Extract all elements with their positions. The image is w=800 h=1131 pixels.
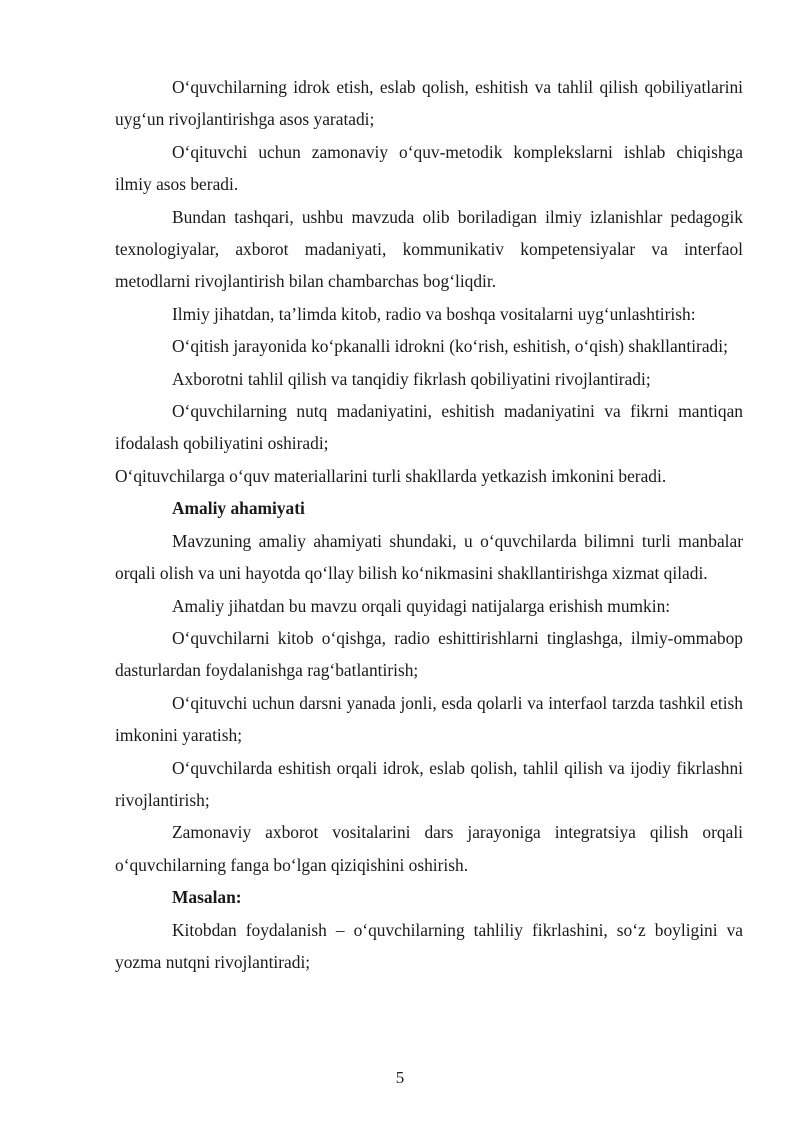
paragraph: Amaliy jihatdan bu mavzu orqali quyidagi natijalarga erishish mumkin: <box>172 595 671 616</box>
paragraph: Mavzuning amaliy ahamiyati shundaki, u o‘quvchilarda bilimni turli manbalar orqali olish va uni hayotda qo‘llay bilish ko‘nikmasini shakllantirishga xizmat qiladi. <box>115 530 743 584</box>
paragraph: O‘qitish jarayonida ko‘pkanalli idrokni (ko‘rish, eshitish, o‘qish) shakllantiradi; <box>172 336 728 357</box>
paragraph: Zamonaviy axborot vositalarini dars jarayoniga integratsiya qilish orqali o‘quvchilarning fanga bo‘lgan qiziqishini oshirish. <box>115 822 743 875</box>
paragraph: Kitobdan foydalanish – o‘quvchilarning tahliliy fikrlashini, so‘z boyligini va yozma nutqni rivojlantiradi; <box>115 919 743 972</box>
paragraph: Ilmiy jihatdan, ta’limda kitob, radio va boshqa vositalarni uyg‘unlashtirish: <box>172 303 696 324</box>
paragraph: O‘qituvchi uchun zamonaviy o‘quv-metodik komplekslarni ishlab chiqishga ilmiy asos beradi. <box>115 141 743 195</box>
paragraph: O‘quvchilarni kitob o‘qishga, radio eshittirishlarni tinglashga, ilmiy-ommabop dasturlardan foydalanishga rag‘batlantirish; <box>115 627 743 681</box>
section-heading: Amaliy ahamiyati <box>172 498 305 519</box>
paragraph: O‘quvchilarning nutq madaniyatini, eshitish madaniyatini va fikrni mantiqan ifodalash qobiliyatini oshiradi; <box>115 401 743 454</box>
paragraph: O‘qituvchilarga o‘quv materiallarini turli shakllarda yetkazish imkonini beradi. <box>115 465 667 486</box>
paragraph: O‘quvchilarda eshitish orqali idrok, eslab qolish, tahlil qilish va ijodiy fikrlashni rivojlantirish; <box>115 757 743 810</box>
paragraph: Bundan tashqari, ushbu mavzuda olib boriladigan ilmiy izlanishlar pedagogik texnologiyalar, axborot madaniyati, kommunikativ kompetensiyalar va interfaol metodlarni rivojlantirish bilan chambarchas bog‘liqdir. <box>115 206 743 292</box>
page-number: 5 <box>395 1068 405 1087</box>
paragraph: O‘quvchilarning idrok etish, eslab qolish, eshitish va tahlil qilish qobiliyatlarini uyg‘un rivojlantirishga asos yaratadi; <box>115 77 743 130</box>
paragraph: O‘qituvchi uchun darsni yanada jonli, esda qolarli va interfaol tarzda tashkil etish imkonini yaratish; <box>115 692 743 746</box>
section-heading: Masalan: <box>172 887 242 908</box>
paragraph: Axborotni tahlil qilish va tanqidiy fikrlash qobiliyatini rivojlantiradi; <box>172 368 651 389</box>
document-page <box>115 71 743 978</box>
